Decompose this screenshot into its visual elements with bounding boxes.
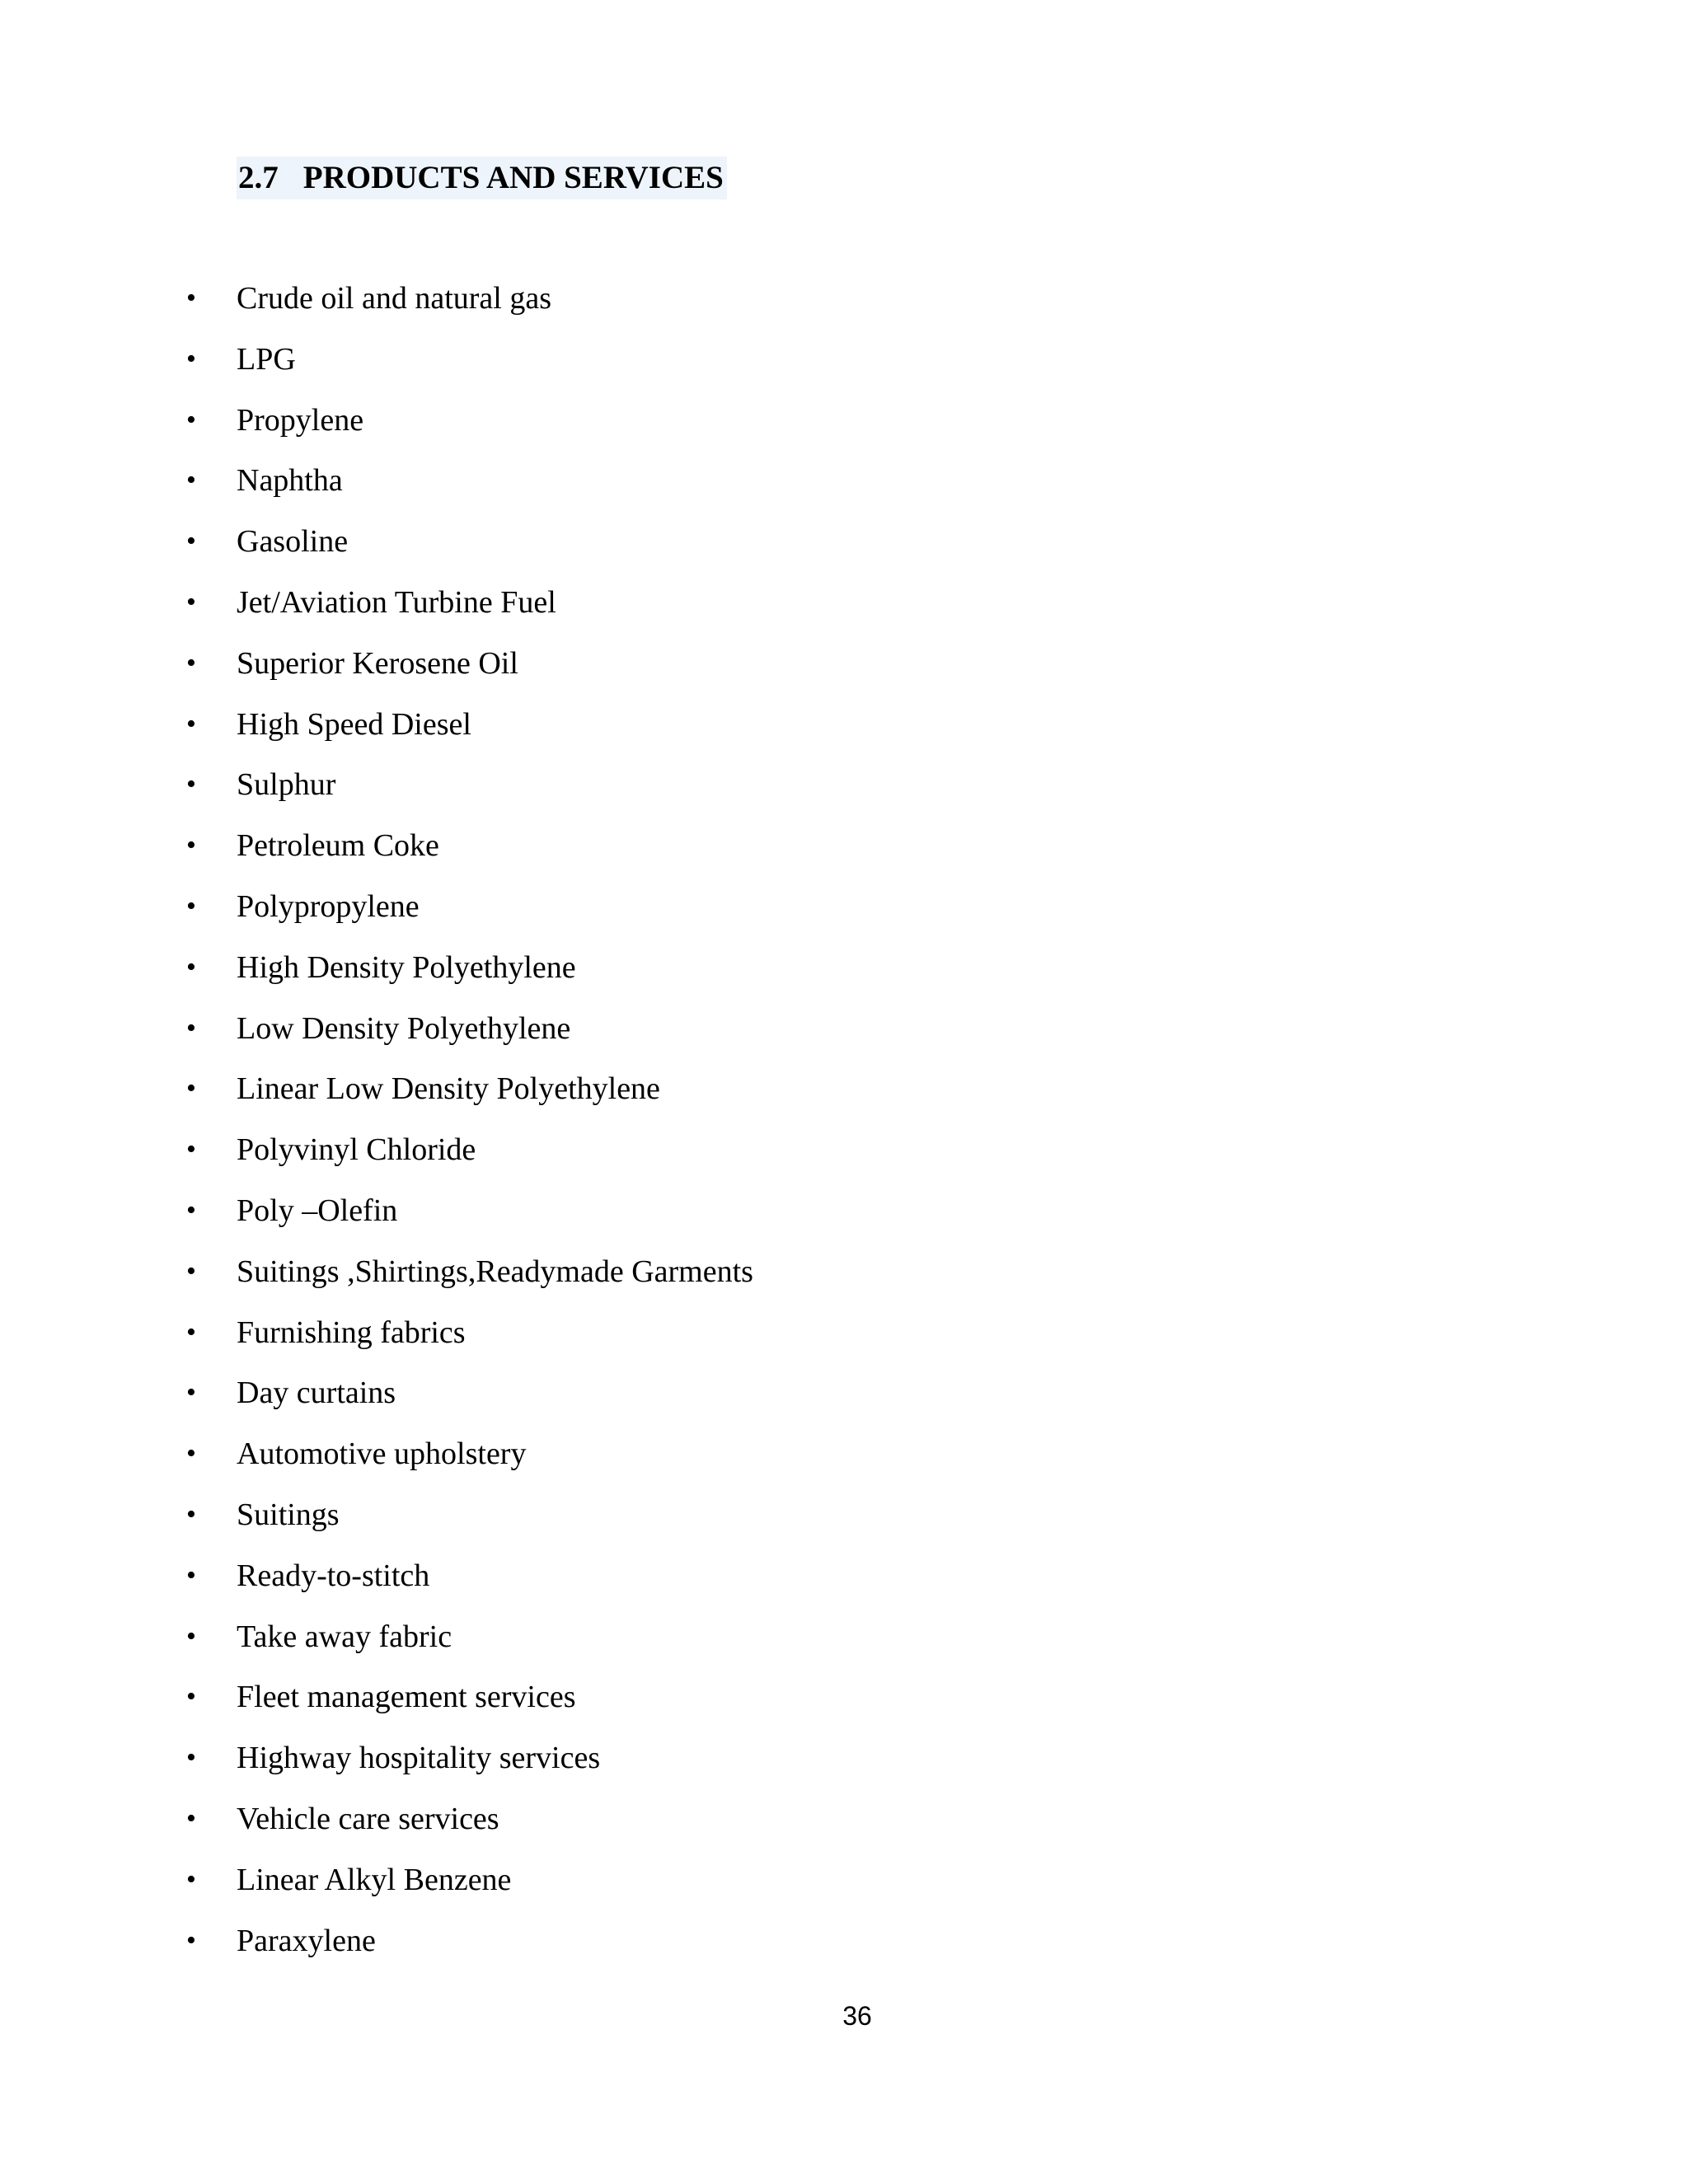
list-item-text: Naphtha: [237, 463, 343, 499]
bullet-icon: •: [186, 1073, 196, 1104]
list-item-text: LPG: [237, 341, 296, 377]
list-item: [0, 1250, 1688, 1311]
bullet-icon: •: [186, 1498, 196, 1530]
list-item: [0, 642, 1688, 703]
list-item-text: Furnishing fabrics: [237, 1315, 466, 1350]
list-item-text: Linear Alkyl Benzene: [237, 1862, 512, 1897]
bullet-icon: •: [186, 1194, 196, 1226]
list-item-text: Polypropylene: [237, 888, 420, 924]
list-item: [0, 1189, 1688, 1250]
bullet-icon: •: [186, 283, 196, 313]
bullet-icon: •: [186, 1377, 196, 1408]
list-item-text: Crude oil and natural gas: [237, 281, 552, 316]
list-item: [0, 1007, 1688, 1068]
list-item-text: Ready-to-stitch: [237, 1558, 430, 1593]
list-item: [0, 399, 1688, 460]
list-item: [0, 1858, 1688, 1919]
list-item: [0, 946, 1688, 1007]
list-item: [0, 459, 1688, 520]
bullet-icon: •: [186, 1134, 196, 1165]
list-item-text: High Density Polyethylene: [237, 949, 576, 985]
list-item-text: Jet/Aviation Turbine Fuel: [237, 584, 556, 620]
list-item-text: Gasoline: [237, 524, 349, 560]
list-item-text: Petroleum Coke: [237, 828, 439, 864]
section-title: PRODUCTS AND SERVICES: [302, 160, 724, 195]
bullet-icon: •: [186, 708, 196, 739]
list-item: [0, 885, 1688, 946]
list-item-text: Suitings ,Shirtings,Readymade Garments: [237, 1254, 753, 1289]
products-list: [0, 277, 1688, 1980]
bullet-icon: •: [186, 526, 196, 557]
bullet-icon: •: [186, 1802, 196, 1834]
bullet-icon: •: [186, 343, 196, 374]
list-item-text: Take away fabric: [237, 1619, 452, 1654]
bullet-icon: •: [186, 1863, 196, 1895]
list-item-text: Fleet management services: [237, 1680, 576, 1715]
bullet-icon: •: [186, 586, 196, 617]
page-number: 36: [842, 2001, 872, 2031]
bullet-icon: •: [186, 1255, 196, 1286]
bullet-icon: •: [186, 951, 196, 982]
list-item-text: High Speed Diesel: [237, 706, 471, 742]
bullet-icon: •: [186, 769, 196, 800]
list-item-text: Suitings: [237, 1497, 340, 1532]
list-item-text: Polyvinyl Chloride: [237, 1132, 476, 1168]
bullet-icon: •: [186, 1012, 196, 1043]
list-item: [0, 277, 1688, 338]
bullet-icon: •: [186, 404, 196, 435]
list-item-text: Superior Kerosene Oil: [237, 645, 518, 681]
list-item: [0, 338, 1688, 399]
list-item: [0, 703, 1688, 764]
list-item: [0, 1128, 1688, 1189]
list-item-text: Day curtains: [237, 1376, 396, 1411]
list-item-text: Automotive upholstery: [237, 1436, 527, 1472]
list-item: [0, 763, 1688, 824]
list-item: [0, 581, 1688, 642]
list-item: [0, 1554, 1688, 1615]
bullet-icon: •: [186, 1620, 196, 1652]
list-item: [0, 1493, 1688, 1554]
bullet-icon: •: [186, 1681, 196, 1713]
list-item-text: Paraxylene: [237, 1923, 376, 1958]
list-item-text: Highway hospitality services: [237, 1741, 601, 1776]
list-item: [0, 1675, 1688, 1736]
list-item-text: Low Density Polyethylene: [237, 1010, 571, 1046]
list-item: [0, 824, 1688, 885]
list-item: [0, 1432, 1688, 1493]
section-heading: [237, 157, 727, 199]
section-number: 2.7: [238, 160, 279, 195]
list-item-text: Vehicle care services: [237, 1801, 499, 1836]
list-item-text: Poly –Olefin: [237, 1193, 398, 1228]
bullet-icon: •: [186, 1924, 196, 1956]
bullet-icon: •: [186, 1316, 196, 1347]
bullet-icon: •: [186, 1559, 196, 1591]
list-item: [0, 1311, 1688, 1372]
bullet-icon: •: [186, 830, 196, 861]
list-item: [0, 1615, 1688, 1676]
bullet-icon: •: [186, 1438, 196, 1469]
bullet-icon: •: [186, 647, 196, 678]
list-item-text: Sulphur: [237, 767, 336, 803]
list-item-text: Linear Low Density Polyethylene: [237, 1071, 660, 1107]
list-item: [0, 1067, 1688, 1128]
bullet-icon: •: [186, 890, 196, 921]
bullet-icon: •: [186, 1742, 196, 1774]
list-item: [0, 1371, 1688, 1432]
list-item: [0, 1736, 1688, 1797]
list-item: [0, 1797, 1688, 1858]
bullet-icon: •: [186, 465, 196, 496]
list-item: [0, 1919, 1688, 1980]
list-item-text: Propylene: [237, 402, 364, 438]
list-item: [0, 520, 1688, 581]
